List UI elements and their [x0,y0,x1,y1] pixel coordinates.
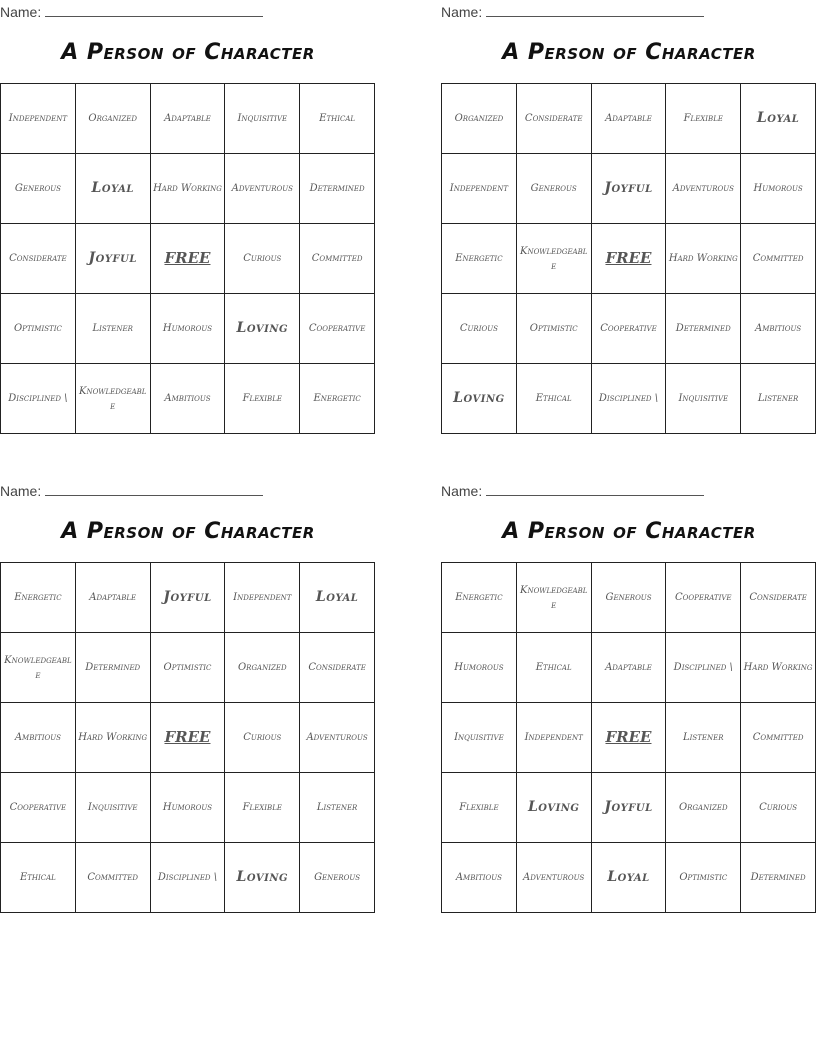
bingo-cell[interactable]: Considerate [517,84,592,154]
bingo-cell[interactable]: Loyal [300,563,375,633]
free-space-cell[interactable]: FREE [151,703,226,773]
bingo-cell[interactable]: Disciplined \ [151,843,226,913]
bingo-cell[interactable]: Flexible [666,84,741,154]
bingo-cell[interactable]: Optimistic [151,633,226,703]
bingo-cell[interactable]: Loving [517,773,592,843]
name-label: Name: [0,483,42,499]
bingo-cell[interactable]: Loyal [76,154,151,224]
bingo-cell[interactable]: Adaptable [151,84,226,154]
bingo-cell[interactable]: Organized [225,633,300,703]
bingo-cell[interactable]: Humorous [442,633,517,703]
bingo-cell[interactable]: Ambitious [442,843,517,913]
bingo-cell[interactable]: Determined [300,154,375,224]
bingo-cell[interactable]: Knowledgeable [1,633,76,703]
bingo-cell[interactable]: Considerate [741,563,816,633]
bingo-cell[interactable]: Adventurous [666,154,741,224]
bingo-cell[interactable]: Energetic [300,364,375,434]
bingo-cell[interactable]: Ethical [517,633,592,703]
name-blank-line[interactable] [45,2,263,17]
bingo-cell[interactable]: Humorous [151,294,226,364]
free-space-cell[interactable]: FREE [151,224,226,294]
bingo-cell[interactable]: Loyal [592,843,667,913]
bingo-cell[interactable]: Curious [225,224,300,294]
bingo-cell[interactable]: Cooperative [666,563,741,633]
bingo-cell[interactable]: Disciplined \ [666,633,741,703]
bingo-cell[interactable]: Loving [225,843,300,913]
bingo-cell[interactable]: Optimistic [666,843,741,913]
bingo-cell[interactable]: Independent [225,563,300,633]
bingo-cell[interactable]: Energetic [1,563,76,633]
bingo-cell[interactable]: Independent [1,84,76,154]
bingo-grid [441,83,816,434]
bingo-cell[interactable]: Energetic [442,224,517,294]
bingo-cell[interactable]: Committed [76,843,151,913]
bingo-cell[interactable]: Generous [592,563,667,633]
bingo-cell[interactable]: Flexible [225,364,300,434]
card-title: A Person of Character [61,519,315,544]
card-title: A Person of Character [61,40,315,65]
bingo-cell[interactable]: Joyful [76,224,151,294]
bingo-cell[interactable]: Generous [1,154,76,224]
bingo-grid [0,562,375,913]
bingo-cell[interactable]: Cooperative [300,294,375,364]
name-field[interactable] [0,481,263,499]
bingo-cell[interactable]: Joyful [592,773,667,843]
bingo-cell[interactable]: Knowledgeable [517,563,592,633]
bingo-cell[interactable]: Ambitious [151,364,226,434]
card-title: A Person of Character [502,519,756,544]
name-field[interactable] [441,2,704,20]
bingo-cell[interactable]: Ambitious [741,294,816,364]
bingo-cell[interactable]: Generous [517,154,592,224]
bingo-cell[interactable]: Cooperative [592,294,667,364]
bingo-cell[interactable]: Committed [741,224,816,294]
bingo-card-2 [441,0,816,440]
free-space-cell[interactable]: FREE [592,703,667,773]
bingo-cell[interactable]: Ethical [517,364,592,434]
bingo-cell[interactable]: Curious [741,773,816,843]
bingo-cell[interactable]: Disciplined \ [592,364,667,434]
bingo-cell[interactable]: Loving [225,294,300,364]
bingo-cell[interactable]: Adventurous [300,703,375,773]
bingo-cell[interactable]: Joyful [592,154,667,224]
bingo-cell[interactable]: Knowledgeable [76,364,151,434]
bingo-cell[interactable]: Loving [442,364,517,434]
bingo-cell[interactable]: Determined [741,843,816,913]
bingo-cell[interactable]: Humorous [741,154,816,224]
bingo-cell[interactable]: Hard Working [76,703,151,773]
bingo-cell[interactable]: Joyful [151,563,226,633]
bingo-card-4 [441,479,816,919]
bingo-cell[interactable]: Considerate [1,224,76,294]
bingo-cell[interactable]: Inquisitive [76,773,151,843]
bingo-cell[interactable]: Flexible [442,773,517,843]
bingo-cell[interactable]: Disciplined \ [1,364,76,434]
bingo-cell[interactable]: Hard Working [666,224,741,294]
bingo-cell[interactable]: Organized [666,773,741,843]
name-label: Name: [441,4,483,20]
bingo-grid [0,83,375,434]
name-label: Name: [0,4,42,20]
bingo-cell[interactable]: Considerate [300,633,375,703]
bingo-cell[interactable]: Adventurous [517,843,592,913]
bingo-cell[interactable]: Optimistic [1,294,76,364]
bingo-cell[interactable]: Organized [76,84,151,154]
card-title: A Person of Character [502,40,756,65]
name-blank-line[interactable] [45,481,263,496]
bingo-cell[interactable]: Generous [300,843,375,913]
bingo-cell[interactable]: Knowledgeable [517,224,592,294]
bingo-cell[interactable]: Determined [76,633,151,703]
free-space-cell[interactable]: FREE [592,224,667,294]
bingo-cell[interactable]: Committed [300,224,375,294]
bingo-cell[interactable]: Adaptable [592,84,667,154]
bingo-cell[interactable]: Curious [442,294,517,364]
bingo-cell[interactable]: Optimistic [517,294,592,364]
bingo-cell[interactable]: Inquisitive [666,364,741,434]
bingo-card-1 [0,0,376,440]
name-field[interactable] [441,481,704,499]
bingo-cell[interactable]: Adaptable [76,563,151,633]
bingo-cell[interactable]: Committed [741,703,816,773]
name-field[interactable] [0,2,263,20]
name-label: Name: [441,483,483,499]
bingo-cell[interactable]: Determined [666,294,741,364]
bingo-cell[interactable]: Curious [225,703,300,773]
bingo-cell[interactable]: Adaptable [592,633,667,703]
bingo-cell[interactable]: Energetic [442,563,517,633]
bingo-grid [441,562,816,913]
bingo-cell[interactable]: Loyal [741,84,816,154]
bingo-cell[interactable]: Cooperative [1,773,76,843]
bingo-cell[interactable]: Hard Working [151,154,226,224]
bingo-cell[interactable]: Ambitious [1,703,76,773]
name-blank-line[interactable] [486,2,704,17]
bingo-cell[interactable]: Ethical [300,84,375,154]
bingo-cell[interactable]: Inquisitive [225,84,300,154]
bingo-cell[interactable]: Listener [741,364,816,434]
bingo-cell[interactable]: Independent [442,154,517,224]
bingo-cell[interactable]: Organized [442,84,517,154]
bingo-cell[interactable]: Listener [76,294,151,364]
bingo-cell[interactable]: Adventurous [225,154,300,224]
bingo-cell[interactable]: Inquisitive [442,703,517,773]
bingo-cell[interactable]: Listener [300,773,375,843]
bingo-cell[interactable]: Flexible [225,773,300,843]
bingo-cell[interactable]: Listener [666,703,741,773]
bingo-card-3 [0,479,376,919]
bingo-cell[interactable]: Ethical [1,843,76,913]
bingo-cell[interactable]: Humorous [151,773,226,843]
bingo-cell[interactable]: Hard Working [741,633,816,703]
bingo-cell[interactable]: Independent [517,703,592,773]
name-blank-line[interactable] [486,481,704,496]
